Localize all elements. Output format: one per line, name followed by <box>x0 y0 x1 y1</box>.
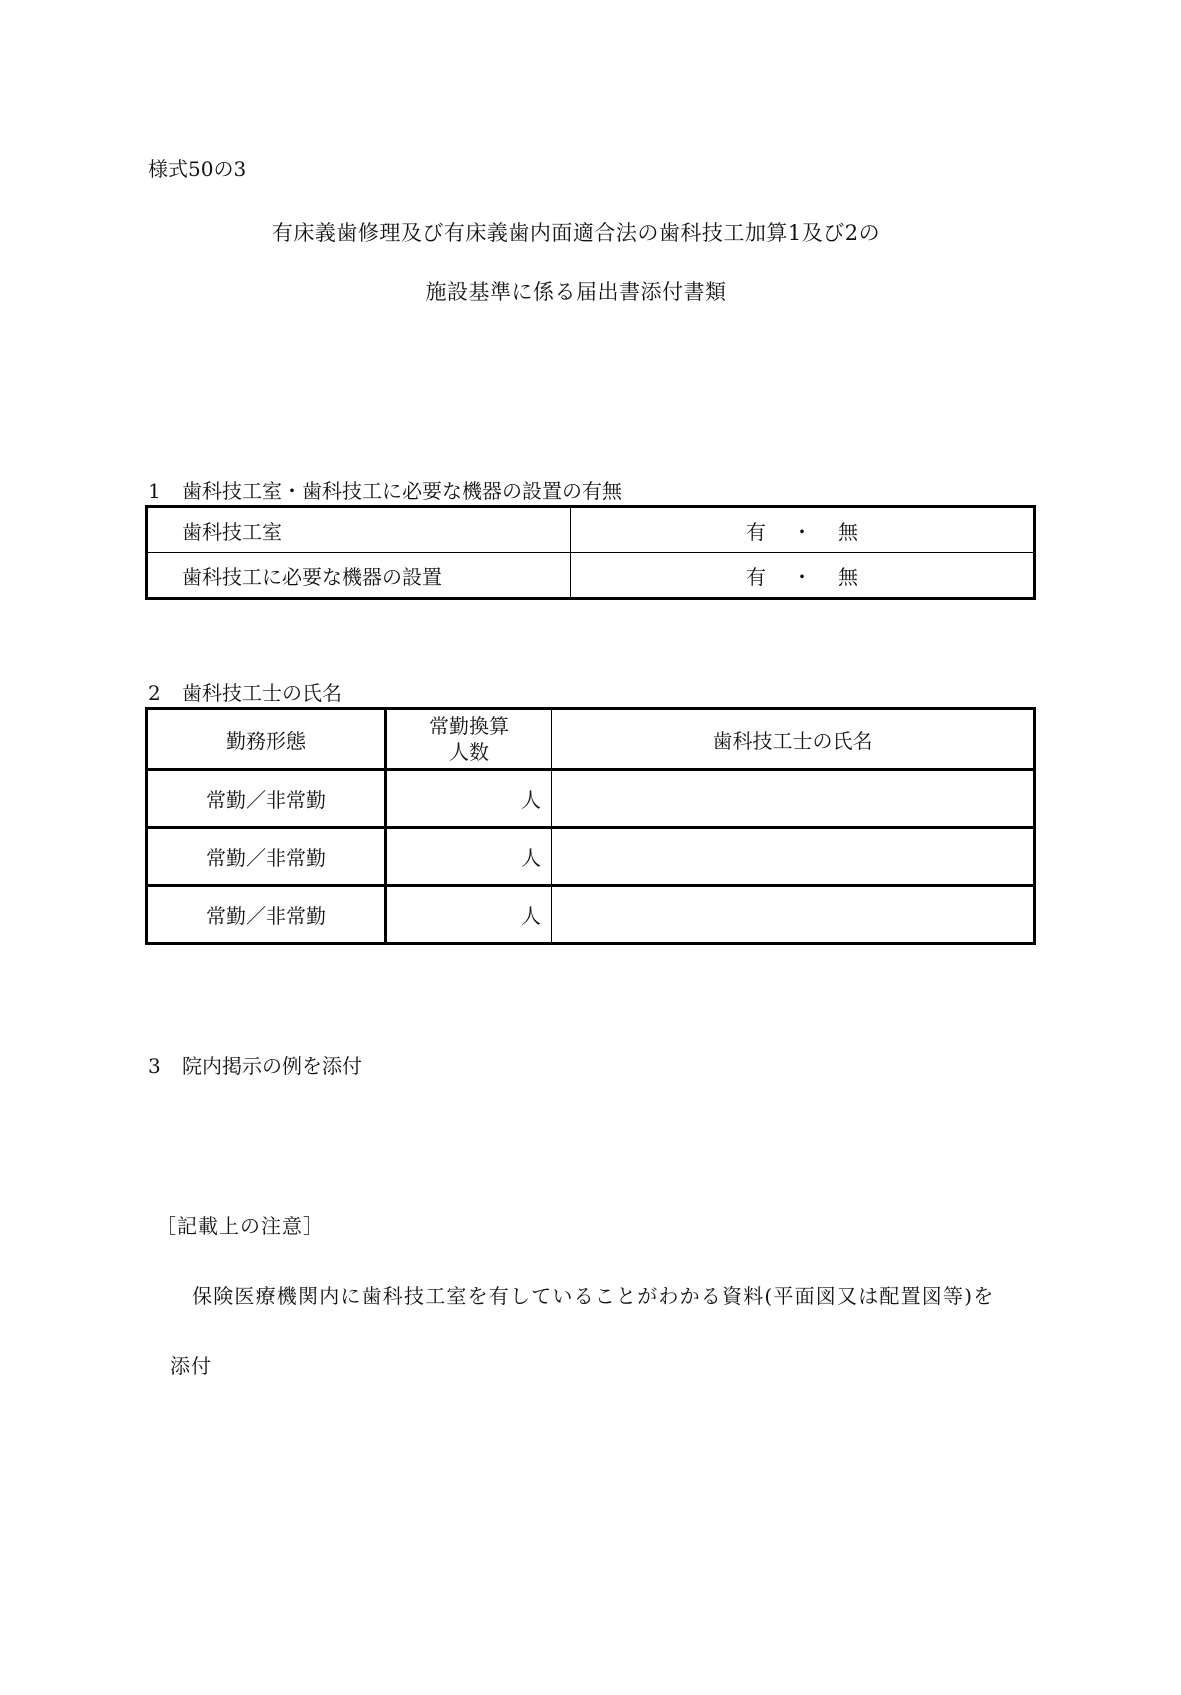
no-option[interactable]: 無 <box>838 564 858 589</box>
section2-heading <box>148 677 342 706</box>
table-row <box>147 828 1035 886</box>
column-header-name: 歯科技工士の氏名 <box>552 709 1035 770</box>
notes-body-line2: 添付 <box>170 1354 212 1378</box>
section3-title: 院内掲示の例を添付 <box>182 1054 362 1078</box>
work-type-cell[interactable]: 常勤／非常勤 <box>147 770 386 828</box>
notes-heading: ［記載上の注意］ <box>156 1214 324 1238</box>
fte-cell[interactable]: 人 <box>386 828 552 886</box>
section3-heading <box>148 1050 362 1079</box>
section1-number: 1 <box>148 479 161 503</box>
column-header-work-type: 勤務形態 <box>147 709 386 770</box>
section3-number: 3 <box>148 1054 161 1078</box>
yes-option[interactable]: 有 <box>746 564 766 589</box>
section1-heading <box>148 475 622 504</box>
table-row <box>147 770 1035 828</box>
notes-body-line1: 保険医療機関内に歯科技工室を有していることがわかる資料(平面図又は配置図等)を <box>192 1284 995 1308</box>
form-id: 様式50の3 <box>148 157 247 181</box>
column-header-fte <box>386 709 552 770</box>
table-row <box>147 553 1035 599</box>
technician-table <box>145 707 1036 945</box>
fte-line1: 常勤換算 <box>429 714 509 738</box>
fte-cell[interactable]: 人 <box>386 770 552 828</box>
table-header-row <box>147 709 1035 770</box>
work-type-cell[interactable]: 常勤／非常勤 <box>147 828 386 886</box>
row-label: 歯科技工室 <box>147 507 571 553</box>
section1-title: 歯科技工室・歯科技工に必要な機器の設置の有無 <box>182 479 622 503</box>
yes-no-choice[interactable] <box>571 507 1035 553</box>
yes-option[interactable]: 有 <box>746 519 766 544</box>
document-title-line2: 施設基準に係る届出書添付書類 <box>425 280 727 304</box>
name-cell[interactable] <box>552 770 1035 828</box>
table-row <box>147 886 1035 944</box>
yes-no-choice[interactable] <box>571 553 1035 599</box>
document-title-line1: 有床義歯修理及び有床義歯内面適合法の歯科技工加算1及び2の <box>271 221 881 245</box>
row-label: 歯科技工に必要な機器の設置 <box>147 553 571 599</box>
section2-number: 2 <box>148 681 161 705</box>
fte-cell[interactable]: 人 <box>386 886 552 944</box>
table-row <box>147 507 1035 553</box>
no-option[interactable]: 無 <box>838 519 858 544</box>
name-cell[interactable] <box>552 886 1035 944</box>
fte-line2: 人数 <box>449 740 489 764</box>
separator: ・ <box>792 564 812 589</box>
work-type-cell[interactable]: 常勤／非常勤 <box>147 886 386 944</box>
equipment-table <box>145 505 1036 600</box>
name-cell[interactable] <box>552 828 1035 886</box>
section2-title: 歯科技工士の氏名 <box>182 681 342 705</box>
separator: ・ <box>792 519 812 544</box>
